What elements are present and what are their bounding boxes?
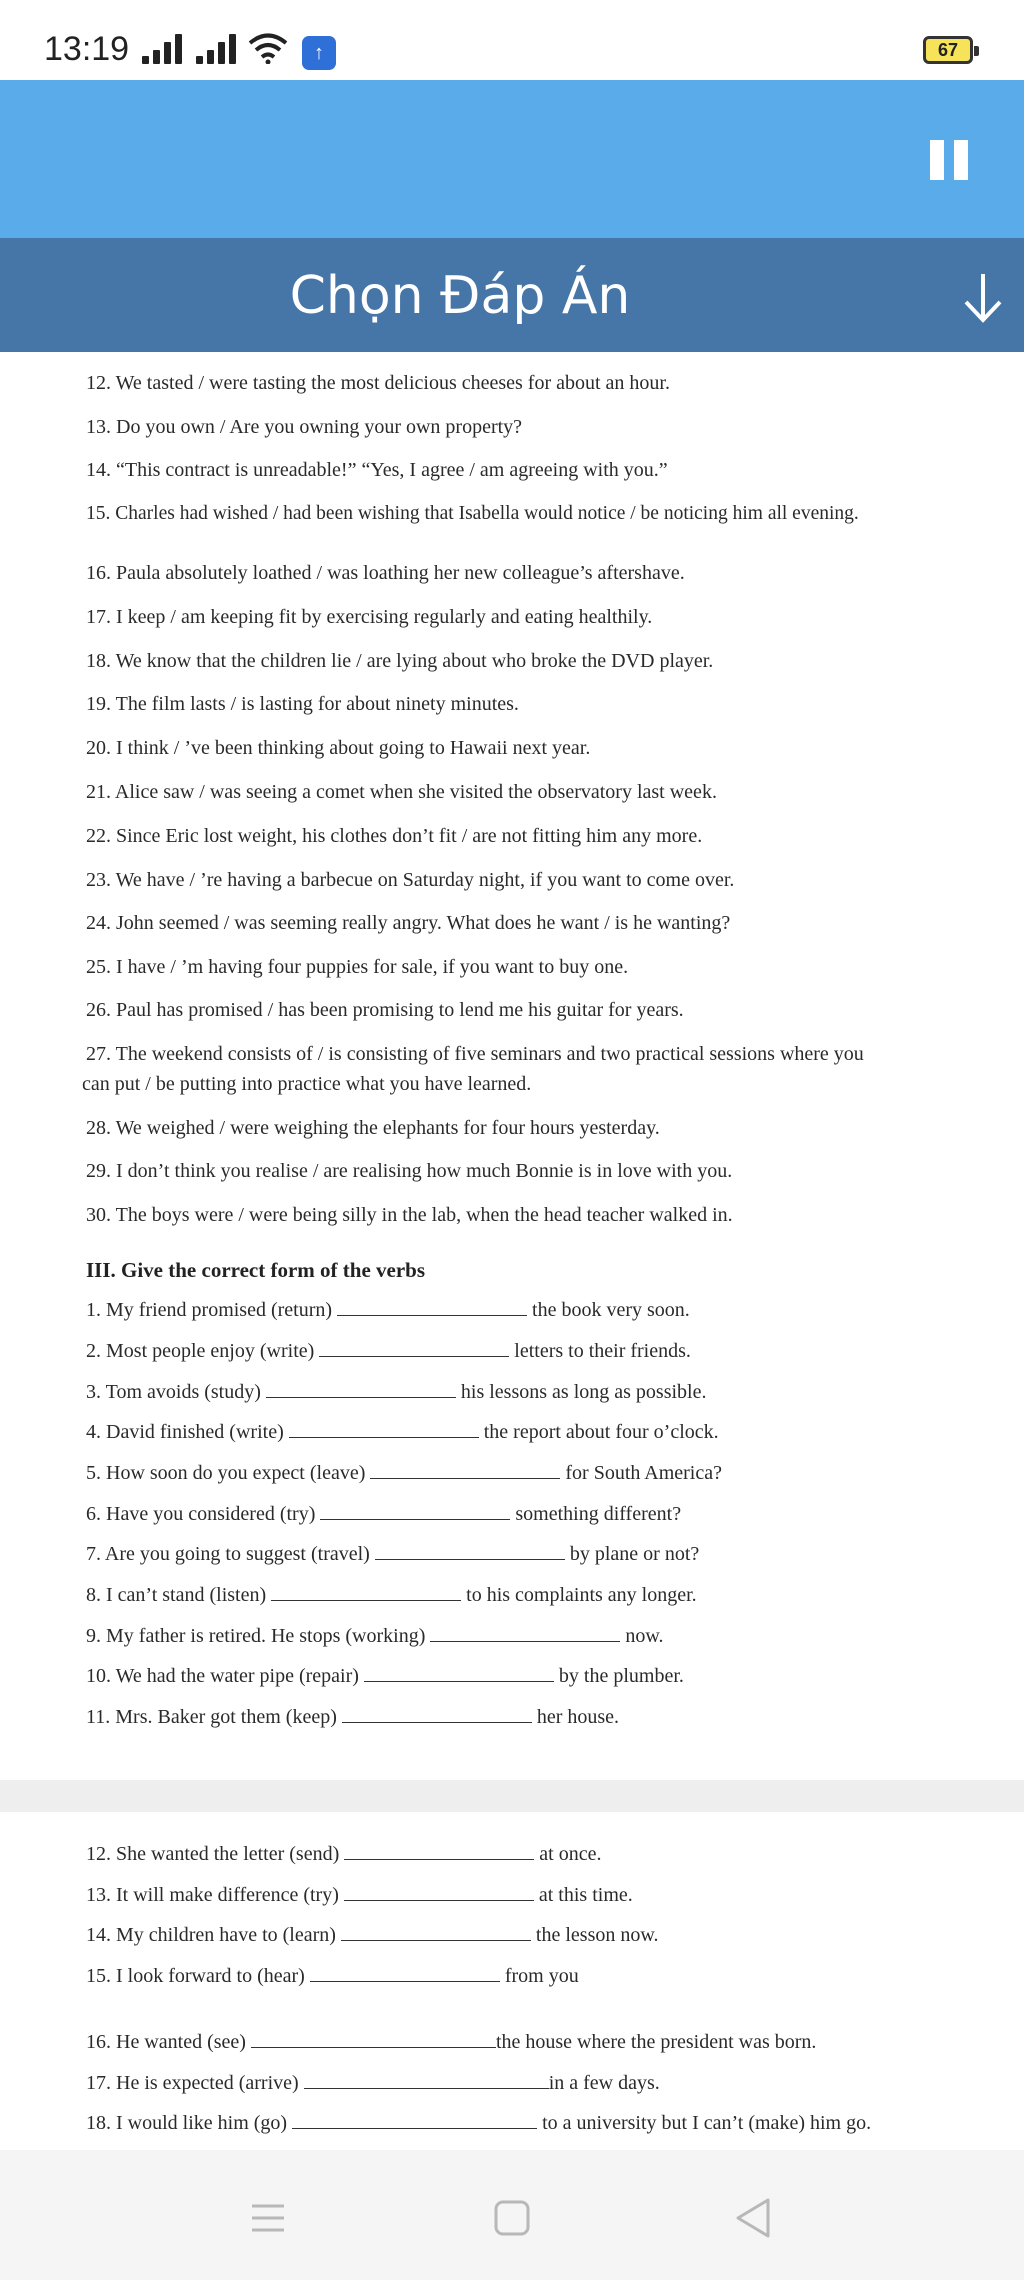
fill-item: 12. She wanted the letter (send) at once.	[86, 1843, 602, 1865]
arrow-down-icon[interactable]	[958, 268, 1008, 328]
exercise-line: 18. We know that the children lie / are lying about who broke the DVD player.	[86, 650, 714, 672]
exercise-line: 28. We weighed / were weighing the elephants for four hours yesterday.	[86, 1117, 660, 1139]
fill-item: 2. Most people enjoy (write) letters to their friends.	[86, 1340, 691, 1362]
menu-icon[interactable]	[238, 2188, 298, 2248]
fill-item: 18. I would like him (go) to a university but I can’t (make) him go.	[86, 2112, 872, 2134]
back-icon[interactable]	[724, 2188, 784, 2248]
fill-item: 15. I look forward to (hear) from you	[86, 1965, 579, 1987]
exercise-line: 15. Charles had wished / had been wishing that Isabella would notice / be noticing him all evening.	[86, 503, 859, 524]
exercise-line: 14. “This contract is unreadable!” “Yes, I agree / am agreeing with you.”	[86, 459, 668, 481]
fill-item: 17. He is expected (arrive) in a few days.	[86, 2072, 660, 2094]
navigation-bar	[0, 2150, 1024, 2280]
exercise-line: 20. I think / ’ve been thinking about going to Hawaii next year.	[86, 737, 591, 759]
title-bar	[0, 238, 1024, 352]
fill-item: 6. Have you considered (try) something different?	[86, 1503, 682, 1525]
exercise-line: 19. The film lasts / is lasting for about ninety minutes.	[86, 693, 519, 715]
exercise-line: 21. Alice saw / was seeing a comet when she visited the observatory last week.	[86, 781, 717, 803]
fill-item: 9. My father is retired. He stops (working) now.	[86, 1625, 664, 1647]
home-icon[interactable]	[482, 2188, 542, 2248]
exercise-line-continued: can put / be putting into practice what you have learned.	[82, 1073, 532, 1095]
exercise-line: 26. Paul has promised / has been promising to lend me his guitar for years.	[86, 999, 684, 1021]
notification-app-icon: ↑	[302, 36, 336, 70]
exercise-line: 27. The weekend consists of / is consisting of five seminars and two practical sessions where you	[86, 1043, 864, 1065]
fill-item: 10. We had the water pipe (repair) by the plumber.	[86, 1665, 684, 1687]
fill-item: 3. Tom avoids (study) his lessons as long as possible.	[86, 1381, 707, 1403]
exercise-line: 25. I have / ’m having four puppies for sale, if you want to buy one.	[86, 956, 629, 978]
exercise-line: 30. The boys were / were being silly in the lab, when the head teacher walked in.	[86, 1204, 733, 1226]
top-banner	[0, 80, 1024, 238]
fill-item: 16. He wanted (see) the house where the president was born.	[86, 2031, 817, 2053]
exercise-line: 24. John seemed / was seeming really angry. What does he want / is he wanting?	[86, 912, 731, 934]
exercise-line: 22. Since Eric lost weight, his clothes don’t fit / are not fitting him any more.	[86, 825, 703, 847]
section-heading: III. Give the correct form of the verbs	[86, 1258, 426, 1282]
fill-item: 11. Mrs. Baker got them (keep) her house.	[86, 1706, 620, 1728]
fill-item: 14. My children have to (learn) the lesson now.	[86, 1924, 659, 1946]
exercise-line: 29. I don’t think you realise / are realising how much Bonnie is in love with you.	[86, 1160, 733, 1182]
wifi-icon	[248, 32, 288, 64]
signal-icon	[142, 34, 194, 64]
signal-icon-2	[196, 34, 248, 64]
battery-icon: 67	[923, 36, 973, 64]
status-time: 13:19	[44, 30, 130, 68]
exercise-line: 12. We tasted / were tasting the most delicious cheeses for about an hour.	[86, 372, 670, 394]
fill-item: 1. My friend promised (return) the book very soon.	[86, 1299, 690, 1321]
fill-item: 7. Are you going to suggest (travel) by plane or not?	[86, 1543, 700, 1565]
exercise-line: 16. Paula absolutely loathed / was loathing her new colleague’s aftershave.	[86, 562, 685, 584]
status-bar	[0, 0, 1024, 80]
exercise-line: 23. We have / ’re having a barbecue on Saturday night, if you want to come over.	[86, 869, 735, 891]
pause-icon[interactable]	[930, 140, 970, 180]
fill-item: 5. How soon do you expect (leave) for South America?	[86, 1462, 722, 1484]
fill-item: 8. I can’t stand (listen) to his complaints any longer.	[86, 1584, 697, 1606]
page-divider	[0, 1780, 1024, 1812]
exercise-line: 17. I keep / am keeping fit by exercising regularly and eating healthily.	[86, 606, 653, 628]
fill-item: 4. David finished (write) the report about four o’clock.	[86, 1421, 719, 1443]
exercise-line: 13. Do you own / Are you owning your own property?	[86, 416, 523, 438]
fill-item: 13. It will make difference (try) at this time.	[86, 1884, 633, 1906]
page-title: Chọn Đáp Án	[289, 266, 631, 326]
